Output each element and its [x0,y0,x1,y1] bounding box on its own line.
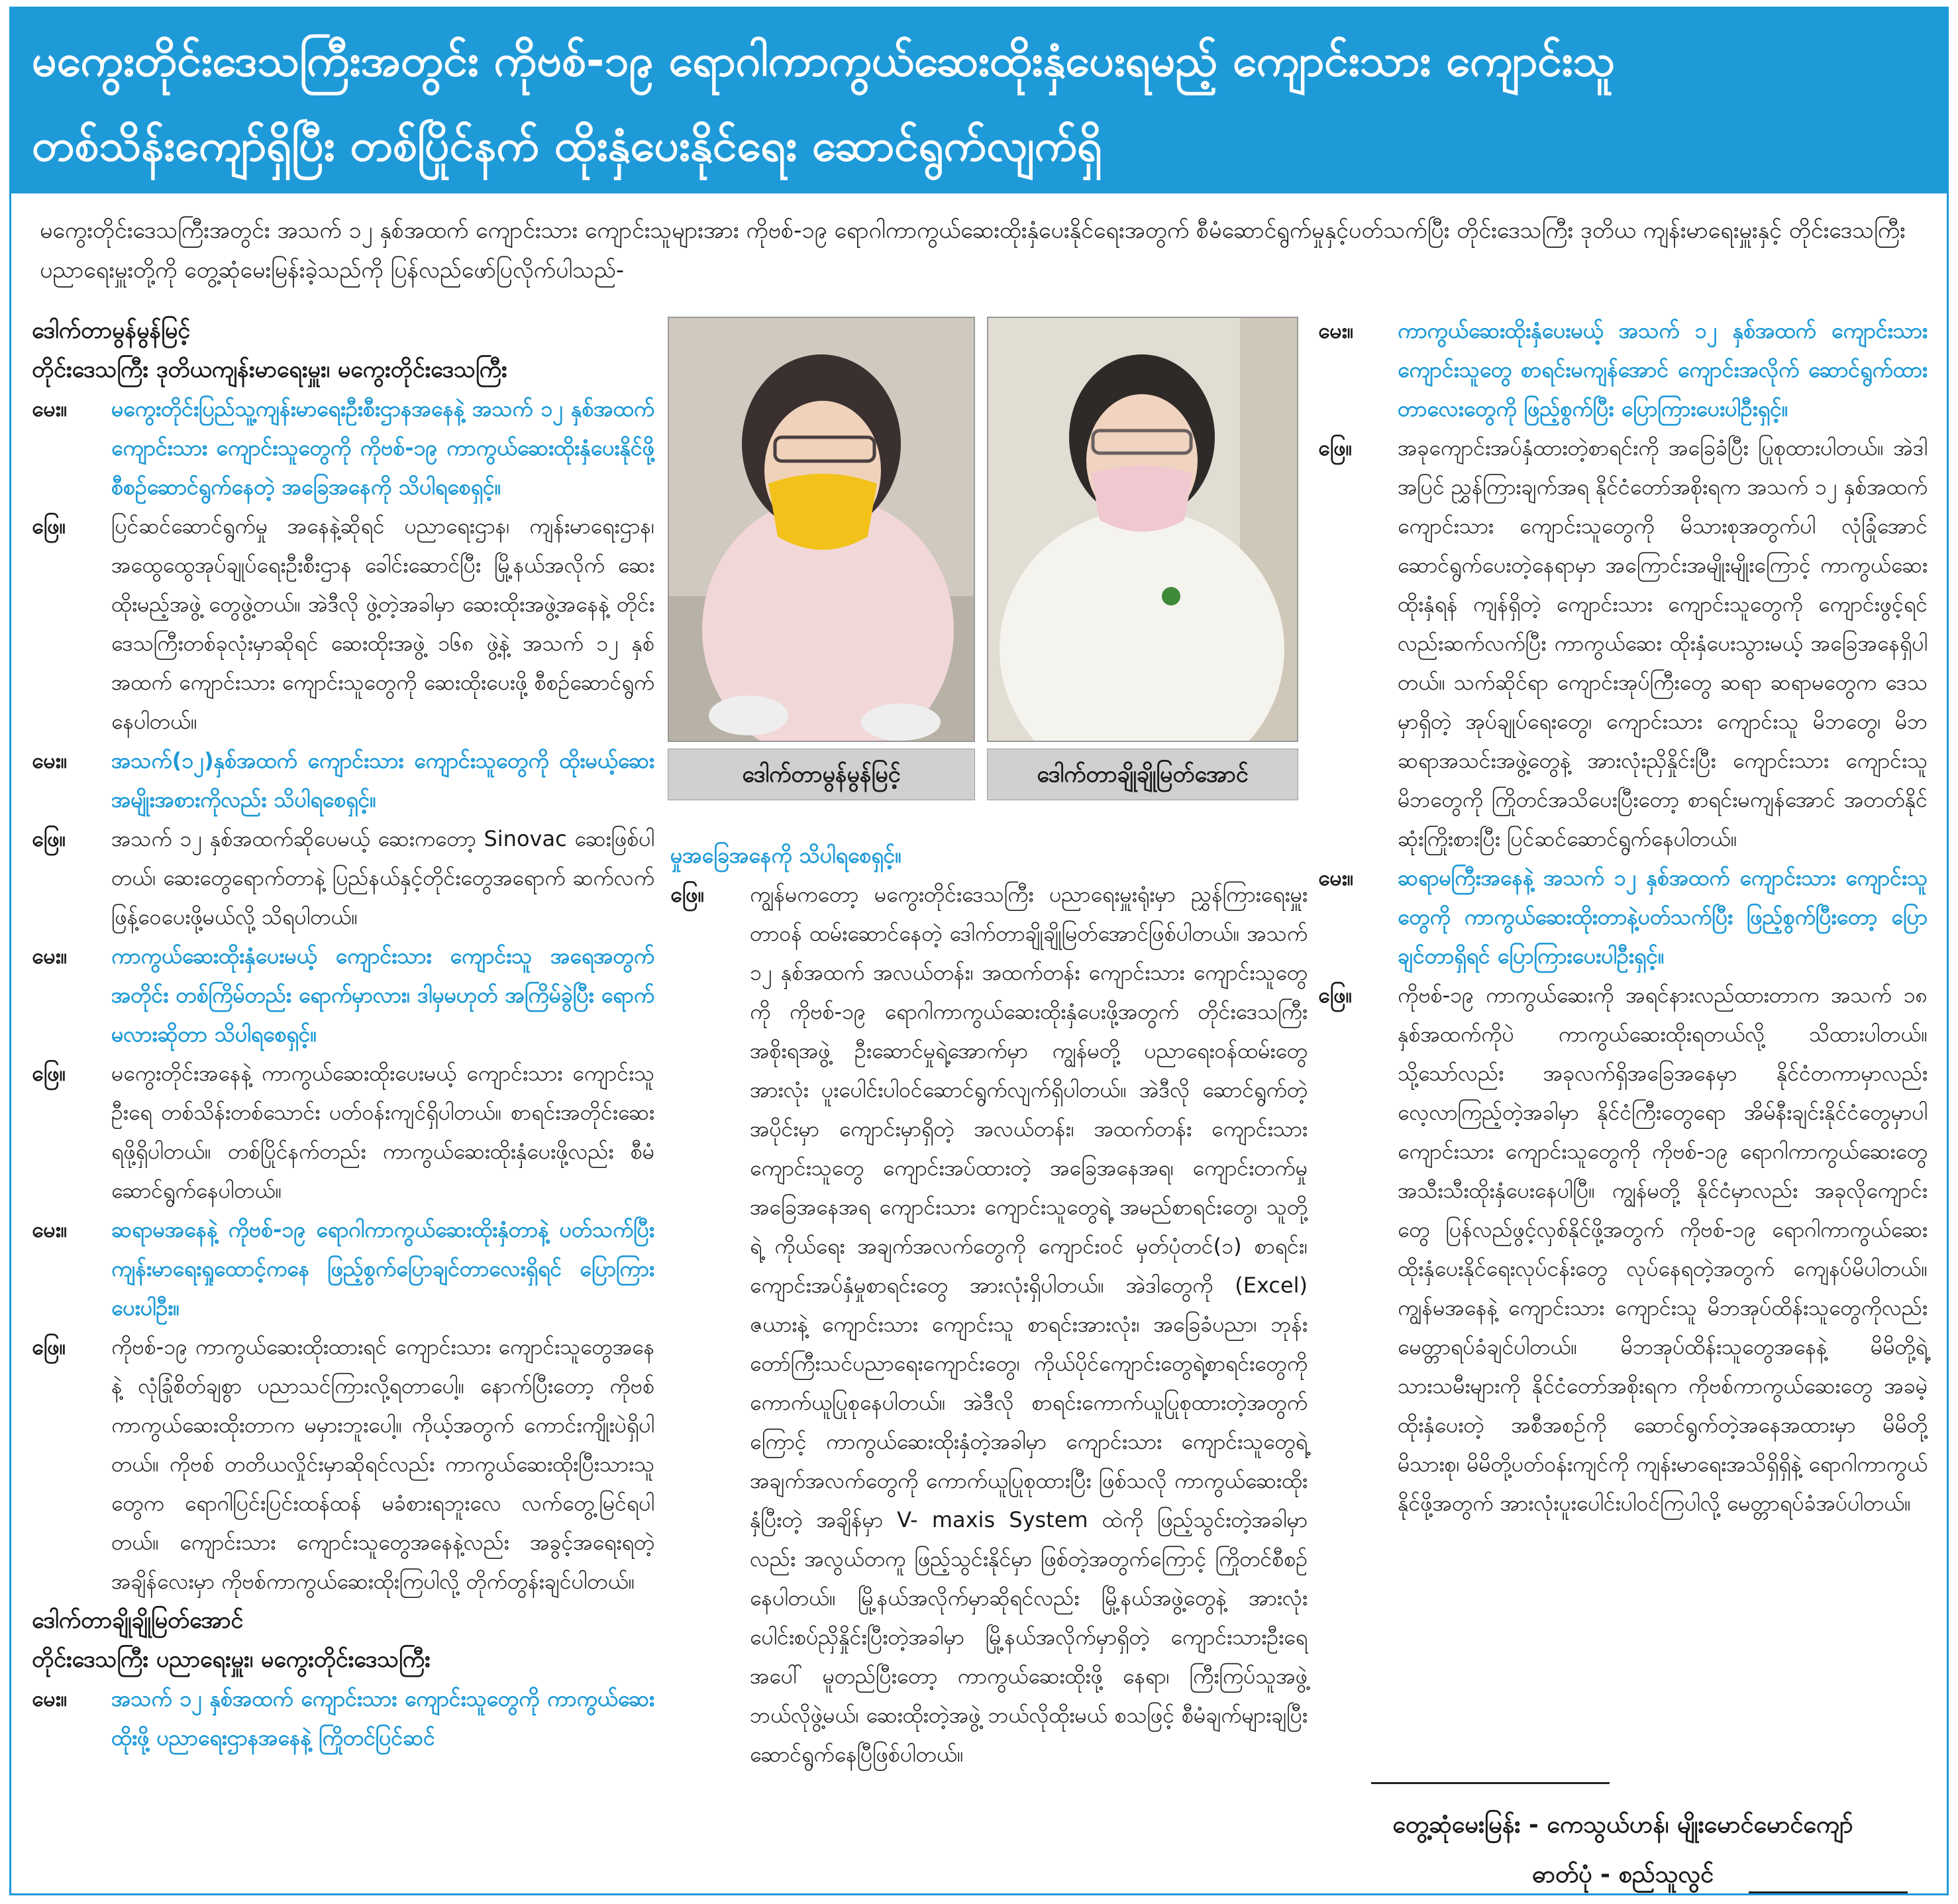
answer-6 [1318,429,1928,859]
answer-label: ဖြေ။ [670,882,705,907]
question-text: ဆရာမအနေနဲ့ ကိုဗစ်-၁၉ ရောဂါကာကွယ်ဆေးထိုးနှံတာနဲ့ ပတ်သက်ပြီး ကျန်းမာရေးရှုထောင့်ကနေ ဖြည့်စွက်ပြောချင်တာလေးရှိရင် ပြောကြားပေးပါဦး။ [111,1217,654,1320]
answer-text: ကိုဗစ်-၁၉ ကာကွယ်ဆေးထိုးထားရင် ကျောင်းသား ကျောင်းသူတွေအနေနဲ့ လုံခြုံစိတ်ချစွာ ပညာသင်ကြားလို့ရတာပေါ့။ နောက်ပြီးတော့ ကိုဗစ်ကာကွယ်ဆေးထိုးတာက မမှားဘူးပေါ့။ ကိုယ့်အတွက် ကောင်းကျိုးပဲရှိပါတယ်။ ကိုဗစ် တတိယလှိုင်းမှာဆိုရင်လည်း ကာကွယ်ဆေးထိုးပြီးသားသူတွေက ရောဂါပြင်းပြင်းထန်ထန် မခံစားရဘူးလေ လက်တွေ့မြင်ရပါတယ်။ ကျောင်းသား ကျောင်းသူတွေအနေနဲ့လည်း အခွင့်အရေးရတဲ့ အချိန်လေးမှာ ကိုဗစ်ကာကွယ်ဆေးထိုးကြပါလို့ တိုက်တွန်းချင်ပါတယ်။ [111,1334,654,1594]
interview-credit: တွေ့ဆုံမေးမြန်း - ကေသွယ်ဟန်၊ မျိုးမောင်မောင်ကျော် [1392,1811,1853,1838]
question-label: မေး။ [32,943,68,969]
answer-2 [32,820,654,937]
column-1 [32,311,654,1758]
answer-text: အသက် ၁၂ နှစ်အထက်ဆိုပေမယ့် ဆေးကတော့ Sinovac ဆေးဖြစ်ပါတယ်၊ ဆေးတွေရောက်တာနဲ့ ပြည်နယ်နှင့်တိုင်းတွေအရောက် ဆက်လက်ဖြန့်ဝေပေးဖို့မယ်လို့ သိရပါတယ်။ [111,826,654,929]
divider-rule [1749,1891,1908,1893]
question-5 [32,1679,654,1758]
answer-4 [32,1328,654,1601]
photo-credit: ဓာတ်ပုံ - စည်သူလွင် [1531,1861,1714,1888]
question-5-continued [670,836,1308,875]
question-text: အသက် ၁၂ နှစ်အထက် ကျောင်းသား ကျောင်းသူတွေကို ကာကွယ်ဆေးထိုးဖို့ ပညာရေးဌာနအနေနဲ့ ကြိုတင်ပြင်ဆင် [111,1686,654,1750]
answer-label: ဖြေ။ [1318,982,1353,1008]
headline-banner [9,7,1949,193]
answer-label: ဖြေ။ [32,513,66,539]
photo-dr-cho-cho-myat-aung [987,317,1298,742]
answer-text: ကျွန်မကတော့ မကွေးတိုင်းဒေသကြီး ပညာရေးမှူးရုံးမှာ ညွှန်ကြားရေးမှူးတာဝန် ထမ်းဆောင်နေတဲ့ ဒေါက်တာချိုချိုမြတ်အောင်ဖြစ်ပါတယ်။ အသက် ၁၂ နှစ်အထက် အလယ်တန်း၊ အထက်တန်း ကျောင်းသား ကျောင်းသူတွေကို ကိုဗစ်-၁၉ ရောဂါကာကွယ်ဆေးထိုးနှံပေးဖို့အတွက် တိုင်းဒေသကြီးအစိုးရအဖွဲ့ ဦးဆောင်မှုရဲ့အောက်မှာ ကျွန်မတို့ ပညာရေးဝန်ထမ်းတွေအားလုံး ပူးပေါင်းပါဝင်ဆောင်ရွက်လျက်ရှိပါတယ်။ အဲဒီလို ဆောင်ရွက်တဲ့အပိုင်းမှာ ကျောင်းမှာရှိတဲ့ အလယ်တန်း၊ အထက်တန်း ကျောင်းသား ကျောင်းသူတွေ ကျောင်းအပ်ထားတဲ့ အခြေအနေအရ၊ ကျောင်းတက်မှုအခြေအနေအရ ကျောင်းသား ကျောင်းသူတွေရဲ့ အမည်စာရင်းတွေ၊ သူတို့ရဲ့ ကိုယ်ရေး အချက်အလက်တွေကို ကျောင်းဝင် မှတ်ပုံတင်(၁) စာရင်း၊ ကျောင်းအပ်နှံမှုစာရင်းတွေ အားလုံးရှိပါတယ်။ အဲဒါတွေကို (Excel) ဇယားနဲ့ ကျောင်းသား ကျောင်းသူ စာရင်းအားလုံး၊ အခြေခံပညာ၊ ဘုန်းတော်ကြီးသင်ပညာရေးကျောင်းတွေ၊ ကိုယ်ပိုင်ကျောင်းတွေရဲ့စာရင်းတွေကို ကောက်ယူပြုစုနေပါတယ်။ အဲဒီလို စာရင်းကောက်ယူပြုစုထားတဲ့အတွက်ကြောင့် ကာကွယ်ဆေးထိုးနှံတဲ့အခါမှာ ကျောင်းသား ကျောင်းသူတွေရဲ့ အချက်အလက်တွေကို ကောက်ယူပြုစုထားပြီး ဖြစ်သလို ကာကွယ်ဆေးထိုးနှံပြီးတဲ့ အချိန်မှာ V- maxis System ထဲကို ဖြည့်သွင်းတဲ့အခါမှာလည်း အလွယ်တကူ ဖြည့်သွင်းနိုင်မှာ ဖြစ်တဲ့အတွက်ကြောင့် ကြိုတင်စီစဉ်နေပါတယ်။ မြို့နယ်အလိုက်မှာဆိုရင်လည်း မြို့နယ်အဖွဲ့တွေနဲ့ အားလုံးပေါင်းစပ်ညှိနှိုင်းပြီးတဲ့အခါမှာ မြို့နယ်အလိုက်မှာရှိတဲ့ ကျောင်းသားဦးရေအပေါ် မူတည်ပြီးတော့ ကာကွယ်ဆေးထိုးဖို့ နေရာ၊ ကြီးကြပ်သူအဖွဲ့ ဘယ်လိုဖွဲ့မယ်၊ ဆေးထိုးတဲ့အဖွဲ့ ဘယ်လိုထိုးမယ် စသဖြင့် စီမံချက်များချပြီး ဆောင်ရွက်နေပြီဖြစ်ပါတယ်။ [750,882,1308,1767]
question-text: မှုအခြေအနေကို သိပါရစေရှင့်။ [670,843,902,868]
headline-line-2: တစ်သိန်းကျော်ရှိပြီး တစ်ပြိုင်နက် ထိုးနှံပေးနိုင်ရေး ဆောင်ရွက်လျက်ရှိ [32,120,1103,171]
divider-rule [1371,1782,1610,1784]
answer-text: အခုကျောင်းအပ်နှံထားတဲ့စာရင်းကို အခြေခံပြီး ပြုစုထားပါတယ်။ အဲဒါအပြင် ညွှန်ကြားချက်အရ နိုင်ငံတော်အစိုးရက အသက် ၁၂ နှစ်အထက် ကျောင်းသား ကျောင်းသူတွေကို မိသားစုအတွက်ပါ လုံခြုံအောင် ဆောင်ရွက်ပေးတဲ့နေရာမှာ အကြောင်းအမျိုးမျိုးကြောင့် ကာကွယ်ဆေးထိုးနှံရန် ကျန်ရှိတဲ့ ကျောင်းသား ကျောင်းသူတွေကို ကျောင်းဖွင့်ရင်လည်းဆက်လက်ပြီး ကာကွယ်ဆေး ထိုးနှံပေးသွားမယ့် အခြေအနေရှိပါတယ်။ သက်ဆိုင်ရာ ကျောင်းအုပ်ကြီးတွေ ဆရာ ဆရာမတွေက ဒေသမှာရှိတဲ့ အုပ်ချုပ်ရေးတွေ၊ ကျောင်းသား ကျောင်းသူ မိဘတွေ၊ မိဘဆရာအသင်းအဖွဲ့တွေနဲ့ အားလုံးညှိနှိုင်းပြီး ကျောင်းသား ကျောင်းသူ မိဘတွေကို ကြိုတင်အသိပေးပြီးတော့ စာရင်းမကျန်အောင် အတတ်နိုင်ဆုံးကြိုးစားပြီး ပြင်ဆင်ဆောင်ရွက်နေပါတယ်။ [1398,435,1928,851]
question-label: မေး။ [1318,865,1354,890]
intro-paragraph: မကွေးတိုင်းဒေသကြီးအတွင်း အသက် ၁၂ နှစ်အထက် ကျောင်းသား ကျောင်းသူများအား ကိုဗစ်-၁၉ ရောဂါကာကွယ်ဆေးထိုးနှံပေးနိုင်ရေးအတွက် စီမံဆောင်ရွက်မှုနှင့်ပတ်သက်ပြီး တိုင်းဒေသကြီး ဒုတိယ ကျန်းမာရေးမှူးနှင့် တိုင်းဒေသကြီး ပညာရေးမှူးတို့ကို တွေ့ဆုံမေးမြန်းခဲ့သည်ကို ပြန်လည်ဖော်ပြလိုက်ပါသည်- [40,217,1906,284]
portrait-illustration [988,318,1297,741]
question-label: မေး။ [32,1217,68,1242]
answer-label: ဖြေ။ [32,826,66,851]
question-3 [32,937,654,1054]
speaker-1-title: တိုင်းဒေသကြီး ဒုတိယကျန်းမာရေးမှူး၊ မကွေးတိုင်းဒေသကြီး [32,356,507,383]
question-7 [1318,859,1928,976]
answer-label: ဖြေ။ [32,1334,66,1359]
question-2 [32,741,654,820]
answer-7 [1318,976,1928,1523]
answer-3 [32,1054,654,1210]
headline-line-1: မကွေးတိုင်းဒေသကြီးအတွင်း ကိုဗစ်-၁၉ ရောဂါကာကွယ်ဆေးထိုးနှံပေးရမည့် ကျောင်းသား ကျောင်းသူ [32,35,1616,86]
question-text: ကာကွယ်ဆေးထိုးနှံပေးမယ့် အသက် ၁၂ နှစ်အထက် ကျောင်းသား ကျောင်းသူတွေ စာရင်းမကျန်အောင် ကျောင်းအလိုက် ဆောင်ရွက်ထားတာလေးတွေကို ဖြည့်စွက်ပြီး ပြောကြားပေးပါဦးရှင့်။ [1398,318,1928,421]
answer-text: ပြင်ဆင်ဆောင်ရွက်မှု အနေနဲ့ဆိုရင် ပညာရေးဌာန၊ ကျန်းမာရေးဌာန၊ အထွေထွေအုပ်ချုပ်ရေးဦးစီးဌာန ခေါင်းဆောင်ပြီး မြို့နယ်အလိုက် ဆေးထိုးမည့်အဖွဲ့ တွေဖွဲ့တယ်။ အဲဒီလို ဖွဲ့တဲ့အခါမှာ ဆေးထိုးအဖွဲ့အနေနဲ့ တိုင်းဒေသကြီးတစ်ခုလုံးမှာဆိုရင် ဆေးထိုးအဖွဲ့ ၁၆၈ ဖွဲ့နဲ့ အသက် ၁၂ နှစ်အထက် ကျောင်းသား ကျောင်းသူတွေကို ဆေးထိုးပေးဖို့ စီစဉ်ဆောင်ရွက်နေပါတယ်။ [111,513,654,734]
question-6 [1318,311,1928,429]
photo-dr-mon-mon-myint [668,317,975,742]
column-2 [670,836,1308,1774]
question-label: မေး။ [32,396,68,421]
answer-label: ဖြေ။ [32,1061,66,1086]
answer-text: မကွေးတိုင်းအနေနဲ့ ကာကွယ်ဆေးထိုးပေးမယ့် ကျောင်းသား ကျောင်းသူဦးရေ တစ်သိန်းတစ်သောင်း ပတ်ဝန်းကျင်ရှိပါတယ်။ စာရင်းအတိုင်းဆေးရဖို့ရှိပါတယ်။ တစ်ပြိုင်နက်တည်း ကာကွယ်ဆေးထိုးနှံပေးဖို့လည်း စီမံဆောင်ရွက်နေပါတယ်။ [111,1061,654,1203]
answer-text: ကိုဗစ်-၁၉ ကာကွယ်ဆေးကို အရင်နားလည်ထားတာက အသက် ၁၈ နှစ်အထက်ကိုပဲ ကာကွယ်ဆေးထိုးရတယ်လို့ သိထားပါတယ်။ သို့သော်လည်း အခုလက်ရှိအခြေအနေမှာ နိုင်ငံတကာမှာလည်း လေ့လာကြည့်တဲ့အခါမှာ နိုင်ငံကြီးတွေရော အိမ်နီးချင်းနိုင်ငံတွေမှာပါ ကျောင်းသား ကျောင်းသူတွေကို ကိုဗစ်-၁၉ ရောဂါကာကွယ်ဆေးတွေ အသီးသီးထိုးနှံပေးနေပါပြီ။ ကျွန်မတို့ နိုင်ငံမှာလည်း အခုလိုကျောင်းတွေ ပြန်လည်ဖွင့်လှစ်နိုင်ဖို့အတွက် ကိုဗစ်-၁၉ ရောဂါကာကွယ်ဆေး ထိုးနှံပေးနိုင်ရေးလုပ်ငန်းတွေ လုပ်နေရတဲ့အတွက် ကျေနပ်မိပါတယ်။ ကျွန်မအနေနဲ့ ကျောင်းသား ကျောင်းသူ မိဘအုပ်ထိန်းသူတွေကိုလည်း မေတ္တာရပ်ခံချင်ပါတယ်။ မိဘအုပ်ထိန်းသူတွေအနေနဲ့ မိမိတို့ရဲ့ သားသမီးများကို နိုင်ငံတော်အစိုးရက ကိုဗစ်ကာကွယ်ဆေးတွေ အခမဲ့ထိုးနှံပေးတဲ့ အစီအစဉ်ကို ဆောင်ရွက်တဲ့အနေအထားမှာ မိမိတို့မိသားစု၊ မိမိတို့ပတ်ဝန်းကျင်ကို ကျန်းမာရေးအသိရှိရှိနဲ့ ရောဂါကာကွယ်နိုင်ဖို့အတွက် အားလုံးပူးပေါင်းပါဝင်ကြပါလို့ မေတ္တာရပ်ခံအပ်ပါတယ်။ [1398,982,1928,1516]
photo-caption-2: ဒေါက်တာချိုချိုမြတ်အောင် [987,749,1298,800]
question-text: မကွေးတိုင်းပြည်သူ့ကျန်းမာရေးဦးစီးဌာနအနေနဲ့ အသက် ၁၂ နှစ်အထက် ကျောင်းသား ကျောင်းသူတွေကို ကိုဗစ်-၁၉ ကာကွယ်ဆေးထိုးနှံပေးနိုင်ဖို့စီစဉ်ဆောင်ရွက်နေတဲ့ အခြေအနေကို သိပါရစေရှင့်။ [111,396,654,500]
answer-5 [670,875,1308,1774]
question-label: မေး။ [32,1686,68,1711]
question-text: ဆရာမကြီးအနေနဲ့ အသက် ၁၂ နှစ်အထက် ကျောင်းသား ကျောင်းသူတွေကို ကာကွယ်ဆေးထိုးတာနဲ့ပတ်သက်ပြီး ဖြည့်စွက်ပြီးတော့ ပြောချင်တာရှိရင် ပြောကြားပေးပါဦးရှင့်။ [1398,865,1928,969]
question-label: မေး။ [1318,318,1354,343]
column-3 [1318,311,1928,1523]
question-text: အသက်(၁၂)နှစ်အထက် ကျောင်းသား ကျောင်းသူတွေကို ထိုးမယ့်ဆေးအမျိုးအစားကိုလည်း သိပါရစေရှင့်။ [111,748,654,812]
speaker-2-name: ဒေါက်တာချိုချိုမြတ်အောင် [32,1607,244,1634]
question-4 [32,1210,654,1328]
answer-label: ဖြေ။ [1318,435,1353,460]
question-label: မေး။ [32,748,68,773]
question-text: ကာကွယ်ဆေးထိုးနှံပေးမယ့် ကျောင်းသား ကျောင်းသူ အရေအတွက်အတိုင်း တစ်ကြိမ်တည်း ရောက်မှာလား၊ ဒါမှမဟုတ် အကြိမ်ခွဲပြီး ရောက်မလားဆိုတာ သိပါရစေရှင့်။ [111,943,655,1047]
speaker-2-title: တိုင်းဒေသကြီး ပညာရေးမှူး၊ မကွေးတိုင်းဒေသကြီး [32,1646,431,1673]
answer-1 [32,507,654,741]
speaker-1-name: ဒေါက်တာမွန်မွန်မြင့် [32,317,191,344]
question-1 [32,390,654,507]
photo-caption-1: ဒေါက်တာမွန်မွန်မြင့် [668,749,975,800]
portrait-illustration [669,318,974,741]
